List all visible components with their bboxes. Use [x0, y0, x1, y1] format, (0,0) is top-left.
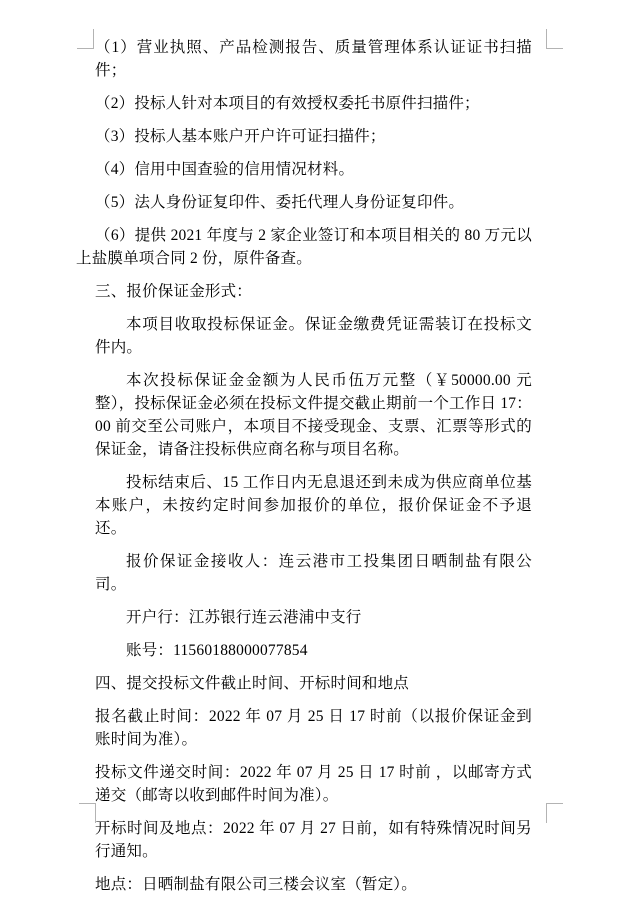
section-heading-four: 四、提交投标文件截止时间、开标时间和地点 [95, 675, 410, 692]
requirement-item-2: （2）投标人针对本项目的有效授权委托书原件扫描件； [95, 95, 480, 112]
requirement-item-3: （3）投标人基本账户开户许可证扫描件； [95, 128, 386, 145]
para-bank-name: 开户行：江苏银行连云港浦中支行 [126, 609, 362, 626]
text-boundary-mark-bottom-right [546, 803, 563, 823]
para-submission-time: 投标文件递交时间：2022 年 07 月 25 日 17 时前 ，以邮寄方式递交（邮寄以收到邮件时间为准）。 [95, 764, 532, 804]
para-deposit-notice: 本项目收取投标保证金。保证金缴费凭证需装订在投标文件内。 [95, 316, 532, 356]
para-deposit-recipient: 报价保证金接收人：连云港市工投集团日晒制盐有限公司。 [95, 553, 532, 593]
para-deposit-amount: 本次投标保证金金额为人民币伍万元整（￥50000.00 元整），投标保证金必须在投标文件提交截止期前一个工作日 17：00 前交至公司账户，本项目不接受现金、支票、汇票等形式的保证金，请备注投标供应商名称与项目名称。 [95, 372, 532, 458]
requirement-item-6: （6）提供 2021 年度与 2 家企业签订和本项目相关的 80 万元以上盐膜单项合同 2 份，原件备查。 [76, 227, 532, 267]
para-bid-opening-location: 地点：日晒制盐有限公司三楼会议室（暂定）。 [95, 876, 417, 893]
document-body [76, 36, 532, 906]
requirement-item-5: （5）法人身份证复印件、委托代理人身份证复印件。 [95, 194, 465, 211]
requirement-item-1: （1）营业执照、产品检测报告、质量管理体系认证证书扫描件； [95, 39, 532, 79]
para-registration-deadline: 报名截止时间：2022 年 07 月 25 日 17 时前（以报价保证金到账时间为准）。 [95, 708, 532, 748]
para-bid-opening-time: 开标时间及地点：2022 年 07 月 27 日前，如有特殊情况时间另行通知。 [95, 820, 532, 860]
para-account-number: 账号：11560188000077854 [126, 642, 308, 659]
para-deposit-refund: 投标结束后、15 工作日内无息退还到未成为供应商单位基本账户，未按约定时间参加报价的单位，报价保证金不予退还。 [95, 474, 532, 537]
requirement-item-4: （4）信用中国查验的信用情况材料。 [95, 161, 355, 178]
text-boundary-mark-top-right [546, 29, 563, 49]
section-heading-three: 三、报价保证金形式： [95, 283, 253, 300]
